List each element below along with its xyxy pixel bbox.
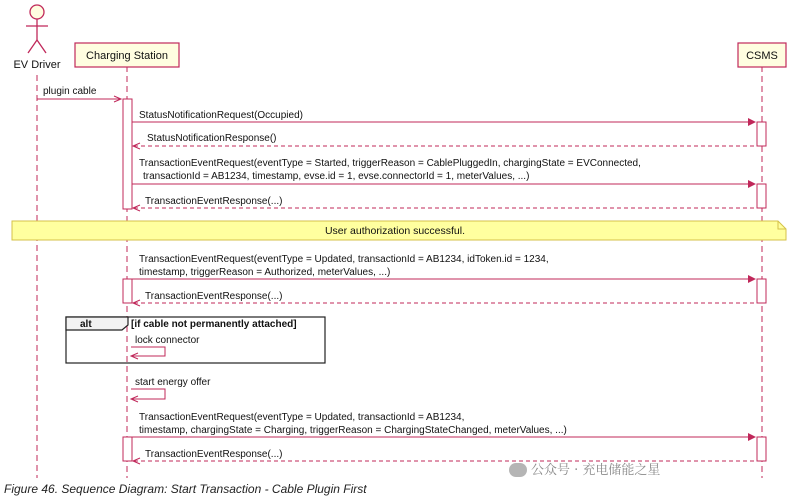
watermark-text: 公众号 · 充电储能之星 — [531, 463, 661, 478]
message-label: timestamp, triggerReason = Authorized, meterValues, ...) — [139, 267, 391, 278]
arrowhead-icon — [748, 275, 756, 283]
message-label: TransactionEventResponse(...) — [145, 196, 283, 207]
charging-station-activation-1 — [123, 99, 132, 209]
message-label: TransactionEventRequest(eventType = Updated, transactionId = AB1234, idToken.id = 1234, — [139, 254, 549, 265]
message-label: plugin cable — [43, 86, 97, 97]
message-label: transactionId = AB1234, timestamp, evse.id = 1, evse.connectorId = 1, meterValues, ...) — [143, 171, 530, 182]
message-label: StatusNotificationResponse() — [147, 133, 277, 144]
message-label: TransactionEventRequest(eventType = Updated, transactionId = AB1234, — [139, 412, 465, 423]
csms-label: CSMS — [746, 50, 778, 62]
arrowhead-icon — [748, 118, 756, 126]
message-label: start energy offer — [135, 377, 211, 388]
csms-activation-4 — [757, 437, 766, 461]
csms-activation-1 — [757, 122, 766, 146]
message-label: lock connector — [135, 335, 200, 346]
message-label: StatusNotificationRequest(Occupied) — [139, 110, 303, 121]
arrowhead-icon — [748, 433, 756, 441]
charging-station-activation-3 — [123, 437, 132, 461]
self-message-arrow — [131, 389, 165, 399]
alt-condition: [if cable not permanently attached] — [131, 319, 297, 330]
note-text: User authorization successful. — [324, 225, 466, 237]
message-label: TransactionEventResponse(...) — [145, 449, 283, 460]
alt-keyword: alt — [80, 319, 92, 330]
ev-driver-actor-icon — [26, 5, 48, 53]
watermark — [509, 459, 660, 478]
ev-driver-label: EV Driver — [13, 59, 61, 71]
csms-activation-3 — [757, 279, 766, 303]
charging-station-label: Charging Station — [86, 50, 168, 62]
message-label: timestamp, chargingState = Charging, triggerReason = ChargingStateChanged, meterValues, ...) — [139, 425, 567, 436]
charging-station-activation-2 — [123, 279, 132, 303]
csms-activation-2 — [757, 184, 766, 208]
self-message-arrow — [131, 347, 165, 356]
message-label: TransactionEventRequest(eventType = Started, triggerReason = CablePluggedIn, chargingState = EVConnected, — [139, 158, 641, 169]
message-label: TransactionEventResponse(...) — [145, 291, 283, 302]
wechat-icon — [509, 463, 527, 477]
figure-caption: Figure 46. Sequence Diagram: Start Transaction - Cable Plugin First — [4, 482, 367, 496]
alt-frame-tab — [66, 317, 128, 330]
arrowhead-icon — [748, 180, 756, 188]
